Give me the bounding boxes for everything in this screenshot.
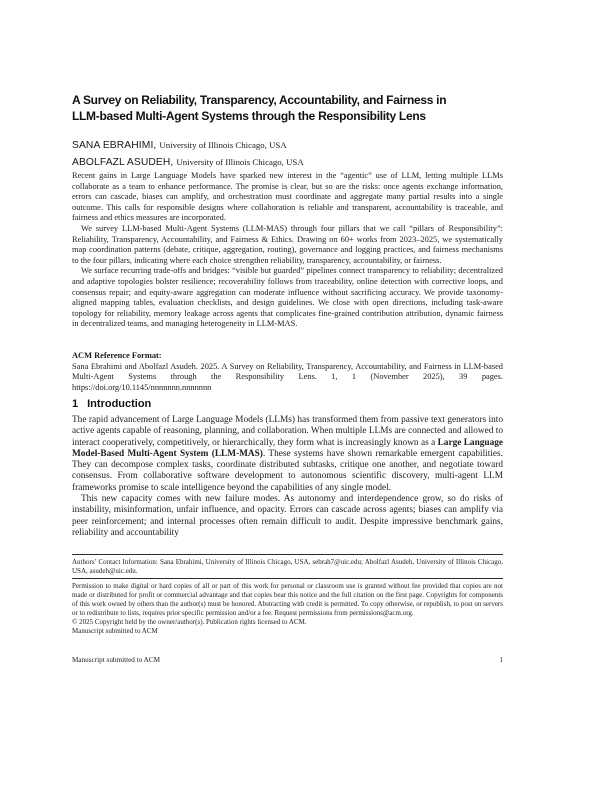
authors (72, 136, 503, 170)
paper-title (72, 93, 503, 124)
abstract-paragraph: We surface recurring trade-offs and bridges: “visible but guarded” pipelines connect transparency to reliability; decentralized and adaptive topologies bolster resilience; recoverability follows from traceability, online detection with corrective loops, and consensus repair; and equity-aware aggregation can moderate influence without sacrificing accuracy. We provide taxonomy-aligned mapping tables, evaluation checklists, and design guidelines. We close with open directions, including task-aware topology for reliability, memory leakage across agents that complicates fine-grained contribution attribution, dynamic fairness in decentralized teams, and managing heterogeneity in LLM-MAS. (72, 266, 503, 329)
intro-p1-post: . These systems have shown remarkable emergent capabilities. They can decompose complex tasks, coordinate distributed subtasks, critique one another, and negotiate toward consensus. From collaborative software development to autonomous scientific discovery, multi-agent LLM frameworks promise to scale intelligence beyond the capabilities of any single model. (72, 448, 503, 493)
section-title: Introduction (87, 398, 152, 410)
acm-reference-label: ACM Reference Format: (72, 351, 162, 360)
contact-footnote-text: Authors’ Contact Information: Sana Ebrahimi, University of Illinois Chicago, USA, sebrah7@uic.edu; Abolfazl Asudeh, University of Illinois Chicago, USA, asudeh@uic.edu. (72, 558, 503, 575)
footer-left: Manuscript submitted to ACM (72, 656, 161, 664)
author-affiliation: University of Illinois Chicago, USA (176, 157, 304, 167)
acm-reference-text: Sana Ebrahimi and Abolfazl Asudeh. 2025. A Survey on Reliability, Transparency, Accountability, and Fairness in LLM-based Multi-Agent Systems through the Responsibility Lens. 1, 1 (November 2025), 39 pages. https://doi.org/10.1145/nnnnnnn.nnnnnnn (72, 361, 503, 392)
author-name: ABOLFAZL ASUDEH, (72, 157, 174, 168)
abstract-paragraph: Recent gains in Large Language Models have sparked new interest in the “agentic” use of LLM, letting multiple LLMs collaborate as a team to enhance performance. The promise is clear, but so are the risks: once agents exchange information, errors can cascade, biases can amplify, and orchestration must coordinate and aggregate many partial results into a single outcome. This calls for responsible designs where collaboration is reliable and transparent, accountability is traceable, and fairness and ethics measures are incorporated. (72, 171, 503, 223)
author-name: SANA EBRAHIMI, (72, 140, 157, 151)
introduction-paragraph: This new capacity comes with new failure modes. As autonomy and interdependence grow, so do risks of instability, misinformation, unfair influence, and opacity. Errors can cascade across agents; biases can amplify via peer reinforcement; and internal processes often remain difficult to audit. Despite impressive benchmark gains, reliability and accountability (72, 494, 503, 538)
author-row (72, 136, 503, 153)
contact-footnote (72, 558, 503, 576)
title-line-2: LLM-based Multi-Agent Systems through the Responsibility Lens (72, 108, 426, 123)
intro-p1-bold-term: Large Language Model-Based Multi-Agent System (LLM-MAS) (72, 437, 503, 459)
title-line-1: A Survey on Reliability, Transparency, Accountability, and Fairness in (72, 93, 447, 107)
introduction-paragraph (72, 415, 503, 494)
permission-footnote-text: Permission to make digital or hard copies of all or part of this work for personal or classroom use is granted without fee provided that copies are not made or distributed for profit or commercial advantage and that copies bear this notice and the full citation on the first page. Copyrights for components of this work owned by others than the author(s) must be honored. Abstracting with credit is permitted. To copy otherwise, or republish, to post on servers or to redistribute to lists, requires prior specific permission and/or a fee. Request permissions from permissions@acm.org. (72, 582, 503, 617)
footnote-rule (72, 578, 503, 579)
section-number: 1 (72, 398, 79, 410)
permission-footnote (72, 582, 503, 635)
manuscript-footnote: Manuscript submitted to ACM (72, 626, 158, 635)
page-footer (72, 656, 503, 664)
page-number: 1 (499, 656, 503, 664)
acm-reference-format (72, 351, 503, 393)
author-row (72, 153, 503, 170)
copyright-footnote: © 2025 Copyright held by the owner/author(s). Publication rights licensed to ACM. (72, 617, 307, 626)
abstract-paragraph: We survey LLM-based Multi-Agent Systems (LLM-MAS) through four pillars that we call “pillars of Responsibility”: Reliability, Transparency, Accountability, and Fairness & Ethics. Drawing on 60+ works from 2023–2025, we systematically map coordination patterns (debate, critique, aggregation, routing), governance and logging practices, and fairness mechanisms to the four pillars, indicating where each choice strengthen reliability, transparency, accountability, or fairness. (72, 223, 503, 265)
abstract (72, 171, 503, 330)
footnote-rule (72, 554, 503, 555)
author-affiliation: University of Illinois Chicago, USA (159, 140, 287, 150)
introduction-body (72, 415, 503, 554)
section-heading (72, 398, 503, 410)
intro-p1-pre: The rapid advancement of Large Language Models (LLMs) has transformed them from passive text generators into active agents capable of reasoning, planning, and collaboration. When multiple LLMs are connected and allowed to interact cooperatively, competitively, or hierarchically, they form what is increasingly known as a (72, 415, 503, 448)
